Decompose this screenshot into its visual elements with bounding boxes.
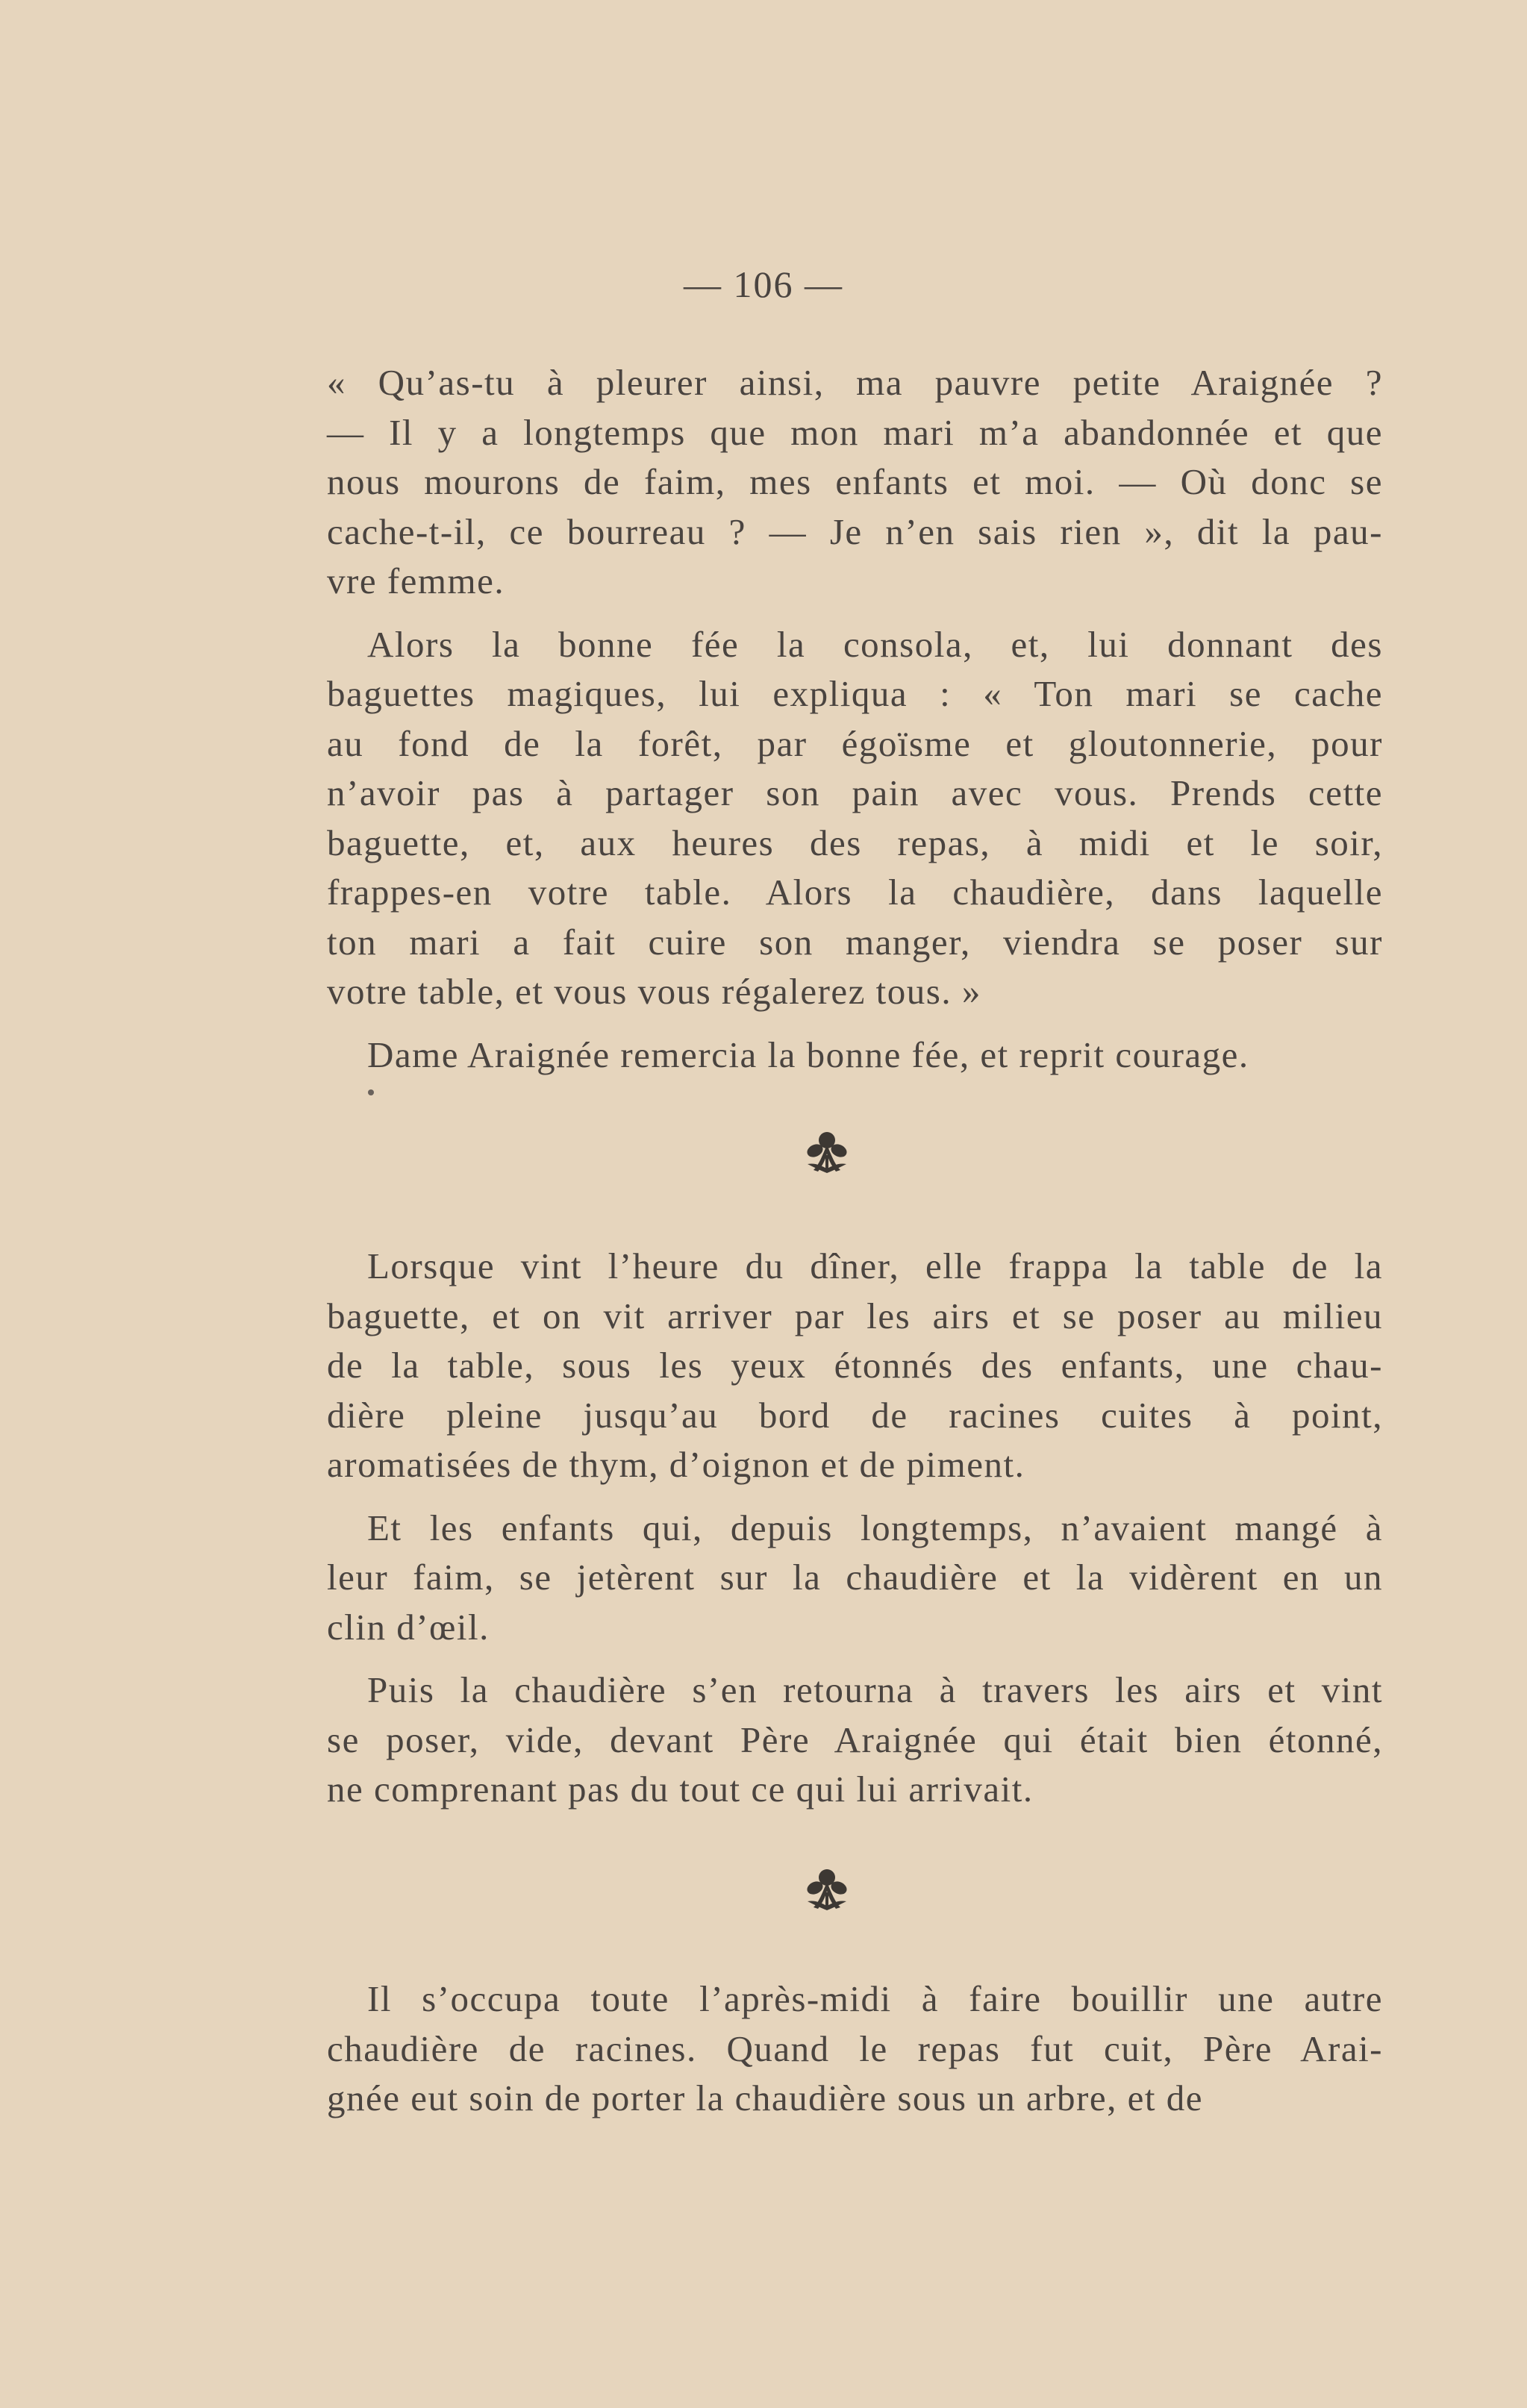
text-line: « Qu’as-tu à pleurer ainsi, ma pauvre petite Araignée ?	[327, 362, 1383, 403]
text-line: — Il y a longtemps que mon mari m’a abandonnée et que	[327, 411, 1383, 453]
text-line: aromatisées de thym, d’oignon et de piment.	[327, 1444, 1025, 1485]
text-line: de la table, sous les yeux étonnés des enfants, une chau-	[327, 1345, 1383, 1386]
text-line: Et les enfants qui, depuis longtemps, n’avaient mangé à	[367, 1507, 1383, 1548]
text-line: Dame Araignée remercia la bonne fée, et reprit courage.	[367, 1033, 1249, 1075]
text-line: n’avoir pas à partager son pain avec vous. Prends cette	[327, 772, 1383, 813]
page-number: — 106 —	[684, 263, 843, 305]
text-line: baguette, et, aux heures des repas, à midi et le soir,	[327, 822, 1383, 863]
ink-speck	[368, 1089, 374, 1095]
text-line: clin d’œil.	[327, 1606, 490, 1648]
text-line: cache-t-il, ce bourreau ? — Je n’en sais rien », dit la pau-	[327, 510, 1383, 552]
paragraph	[327, 358, 1383, 607]
text-line: ton mari a fait cuire son manger, viendra se poser sur	[327, 921, 1383, 963]
text-section-2	[327, 1242, 1383, 1815]
text-line: se poser, vide, devant Père Araignée qui était bien étonné,	[327, 1719, 1383, 1760]
text-line: Puis la chaudière s’en retourna à travers les airs et vint	[367, 1669, 1383, 1710]
text-line: au fond de la forêt, par égoïsme et gloutonnerie, pour	[327, 722, 1383, 764]
paragraph	[327, 1974, 1383, 2124]
text-line: vre femme.	[327, 560, 505, 601]
text-section-1	[327, 358, 1383, 1080]
text-section-3	[327, 1974, 1383, 2124]
fleuron-ornament-icon	[797, 1863, 857, 1922]
paragraph	[327, 1504, 1383, 1653]
paragraph-gap	[327, 607, 1383, 620]
text-line: frappes-en votre table. Alors la chaudière, dans laquelle	[327, 872, 1383, 913]
text-line: chaudière de racines. Quand le repas fut cuit, Père Arai-	[327, 2027, 1383, 2069]
paragraph-gap	[327, 1490, 1383, 1504]
fleuron-ornament-icon	[797, 1125, 857, 1185]
text-line: baguette, et on vit arriver par les airs et se poser au milieu	[327, 1295, 1383, 1336]
paragraph	[327, 620, 1383, 1017]
paragraph-gap	[327, 1652, 1383, 1666]
text-line: Lorsque vint l’heure du dîner, elle frappa la table de la	[367, 1245, 1383, 1286]
text-line: nous mourons de faim, mes enfants et moi. — Où donc se	[327, 461, 1383, 502]
paragraph	[327, 1666, 1383, 1815]
text-line: Il s’occupa toute l’après-midi à faire bouillir une autre	[367, 1978, 1383, 2019]
paragraph-gap	[327, 1017, 1383, 1031]
text-line: votre table, et vous vous régalerez tous. »	[327, 971, 981, 1012]
paragraph	[327, 1031, 1383, 1081]
text-line: gnée eut soin de porter la chaudière sous un arbre, et de	[327, 2077, 1203, 2118]
text-line: ne comprenant pas du tout ce qui lui arrivait.	[327, 1769, 1034, 1810]
text-line: baguettes magiques, lui expliqua : « Ton mari se cache	[327, 673, 1383, 714]
text-line: leur faim, se jetèrent sur la chaudière et la vidèrent en un	[327, 1557, 1383, 1598]
paragraph	[327, 1242, 1383, 1490]
text-line: Alors la bonne fée la consola, et, lui donnant des	[367, 623, 1383, 665]
text-line: dière pleine jusqu’au bord de racines cuites à point,	[327, 1394, 1383, 1436]
